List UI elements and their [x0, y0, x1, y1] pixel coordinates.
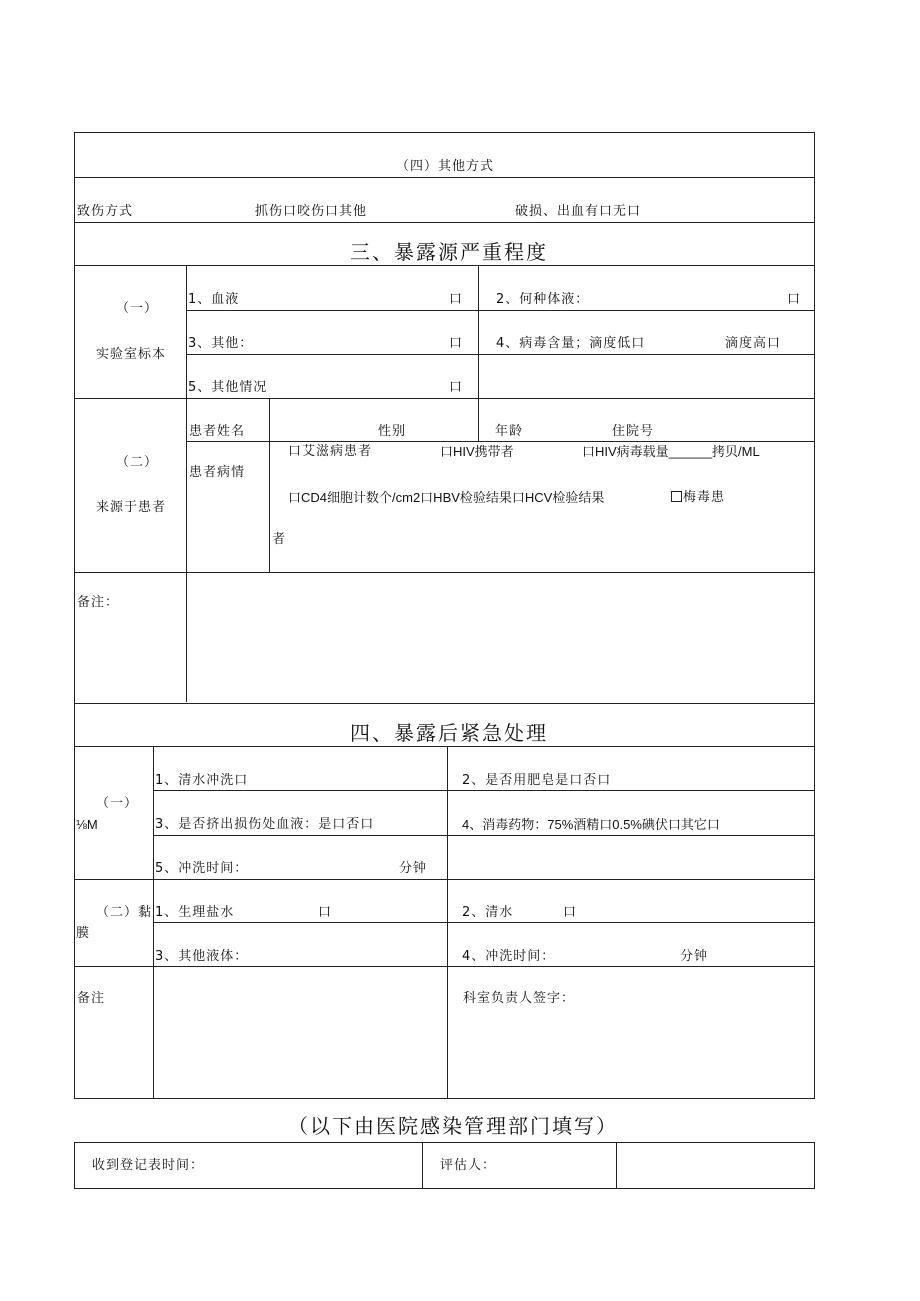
mucosa-label: （二）黏: [96, 905, 153, 920]
mucosa-item-water-checkbox[interactable]: 口: [563, 905, 578, 920]
lab-item-blood-checkbox[interactable]: 口: [449, 292, 464, 307]
mucosa-label-cont: 膜: [76, 926, 91, 941]
row-divider: [186, 354, 815, 355]
col-divider: [478, 398, 479, 441]
patient-admission-label: 住院号: [612, 424, 655, 439]
injury-method-options: 抓伤口咬伤口其他: [255, 204, 368, 219]
row-divider: [74, 703, 815, 704]
section4-title: 四、暴露后紧急处理: [350, 721, 548, 745]
col-divider: [616, 1142, 617, 1189]
row-divider: [153, 790, 815, 791]
lab-item-other-situation: 5、其他情况: [188, 380, 268, 395]
lab-item-other-situation-checkbox[interactable]: 口: [449, 380, 464, 395]
lab-item-other-checkbox[interactable]: 口: [449, 336, 464, 351]
col-divider: [186, 265, 187, 702]
skin-item-rinse-time: 5、冲洗时间：: [155, 861, 249, 876]
patient-condition-label: 患者病情: [189, 465, 246, 480]
patient-age-label: 年龄: [495, 424, 524, 439]
section3-note-label: 备注：: [77, 595, 120, 610]
row-divider: [153, 922, 815, 923]
skin-item-rinse: 1、清水冲洗口: [155, 773, 249, 788]
syphilis-label: 梅毒患: [683, 490, 726, 505]
lab-item-blood: 1、血液: [188, 292, 240, 307]
patient-source-label: 来源于患者: [96, 500, 167, 515]
skin-item-squeeze: 3、是否挤出损伤处血液：是口否口: [155, 817, 375, 832]
skin-number: （一）: [96, 796, 139, 811]
footer-title: （以下由医院感染管理部门填写）: [288, 1114, 618, 1138]
row-divider: [186, 310, 815, 311]
condition-hiv-carrier: 口HIV携带者: [440, 444, 514, 459]
col-divider: [269, 398, 270, 572]
col-divider: [478, 265, 479, 398]
row-divider: [74, 746, 815, 747]
received-time-label: 收到登记表时间：: [92, 1158, 205, 1173]
condition-hiv-viral-load: 口HIV病毒载量______拷贝/ML: [582, 444, 760, 459]
row-divider: [153, 835, 815, 836]
mucosa-item-rinse-time: 4、冲洗时间：: [462, 949, 556, 964]
lab-sample-label: 实验室标本: [96, 347, 167, 362]
condition-syphilis: [670, 490, 725, 506]
assessor-label: 评估人：: [440, 1158, 497, 1173]
col-divider: [447, 746, 448, 1099]
syphilis-checkbox[interactable]: [671, 491, 682, 502]
mucosa-item-other-fluid: 3、其他液体：: [155, 949, 249, 964]
condition-cd4-hbv-hcv: 口CD4细胞计数个/cm2口HBV检验结果口HCV检验结果: [288, 490, 605, 505]
mucosa-item-saline-checkbox[interactable]: 口: [318, 905, 333, 920]
lab-item-fluid-type: 2、何种体液：: [496, 292, 590, 307]
condition-aids: 口艾滋病患者: [288, 444, 373, 459]
lab-item-viral-load: 4、病毒含量；滴度低口: [496, 336, 646, 351]
row-divider: [186, 441, 815, 442]
bleeding-options: 破损、出血有口无口: [515, 204, 642, 219]
mucosa-item-saline: 1、生理盐水: [155, 905, 235, 920]
section4-note-label: 备注: [77, 991, 106, 1006]
skin-item-disinfectant: 4、消毒药物：75%酒精口0.5%碘伏口其它口: [462, 817, 720, 832]
patient-source-number: （二）: [116, 455, 159, 470]
col-divider: [153, 746, 154, 1099]
lab-item-fluid-checkbox[interactable]: 口: [787, 292, 802, 307]
condition-syphilis-continued: 者: [272, 532, 287, 547]
skin-item-soap: 2、是否用肥皂是口否口: [462, 773, 612, 788]
mucosa-item-rinse-time-unit: 分钟: [680, 949, 709, 964]
department-head-signature: 科室负责人签字：: [463, 991, 576, 1006]
row-divider: [74, 177, 815, 178]
row-divider: [74, 966, 815, 967]
skin-item-rinse-time-unit: 分钟: [399, 861, 428, 876]
subheader-other-methods: （四）其他方式: [396, 159, 495, 174]
mucosa-item-water: 2、清水: [462, 905, 514, 920]
lab-item-titer-high: 滴度高口: [725, 336, 782, 351]
patient-name-label: 患者姓名: [189, 424, 246, 439]
patient-sex-label: 性别: [378, 424, 407, 439]
section3-title: 三、暴露源严重程度: [350, 240, 548, 264]
row-divider: [74, 222, 815, 223]
injury-method-label: 致伤方式: [77, 204, 134, 219]
row-divider: [74, 879, 815, 880]
skin-label: ⅛M: [76, 817, 98, 832]
lab-item-other: 3、其他：: [188, 336, 254, 351]
col-divider: [422, 1142, 423, 1189]
lab-sample-number: （一）: [116, 301, 159, 316]
